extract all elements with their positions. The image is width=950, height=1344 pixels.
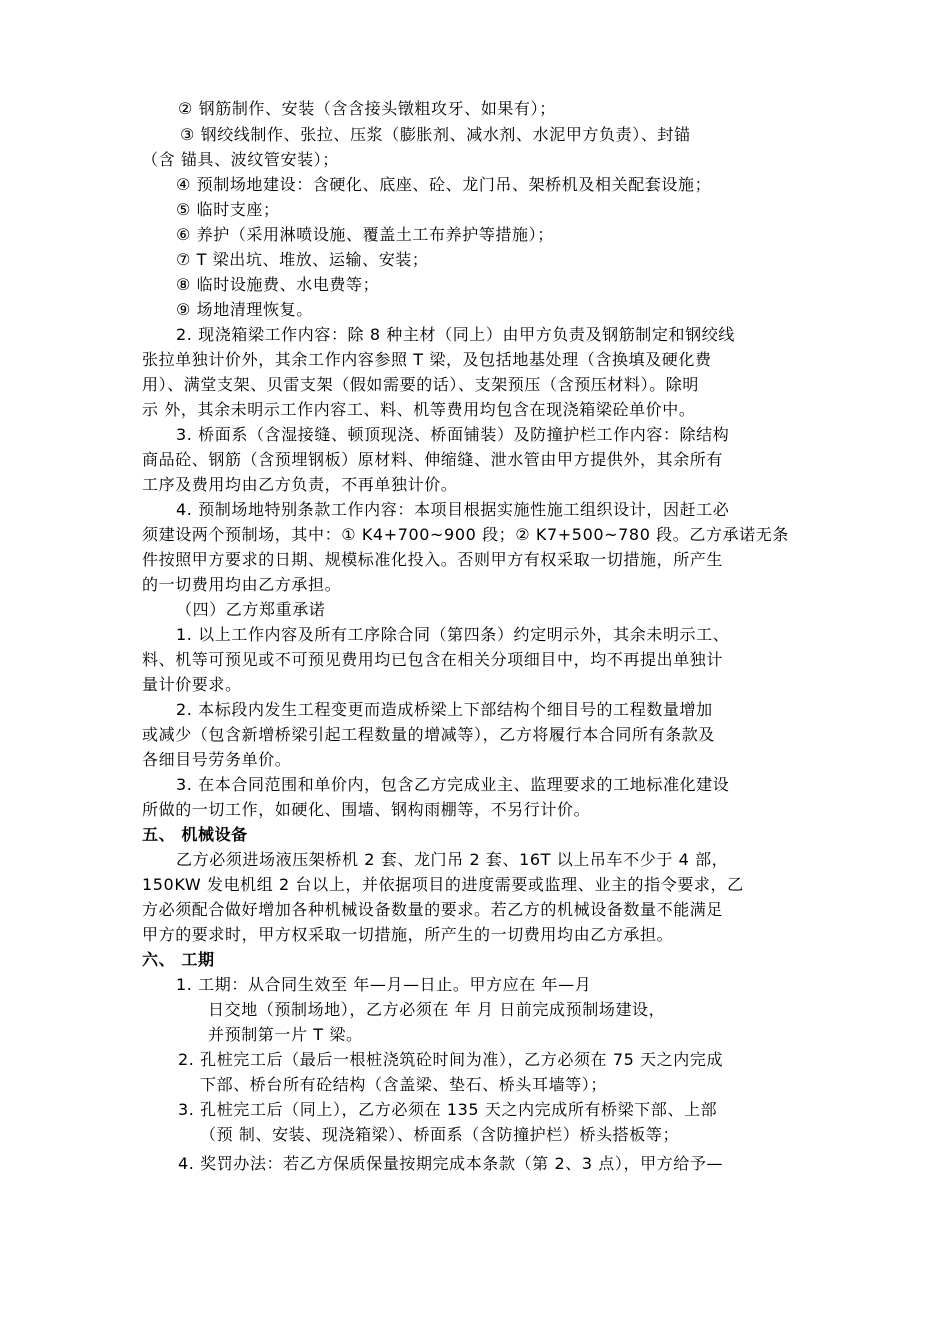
- paragraph-line: 或减少（包含新增桥梁引起工程数量的增减等），乙方将履行本合同所有条款及: [142, 725, 716, 744]
- item-cleanup: ⑨ 场地清理恢复。: [176, 300, 313, 319]
- subsection-heading: （四）乙方郑重承诺: [176, 600, 326, 619]
- paragraph-line: 量计价要求。: [142, 675, 242, 694]
- paragraph-line: 甲方的要求时，甲方权采取一切措施，所产生的一切费用均由乙方承担。: [142, 925, 674, 944]
- paragraph-line: 所做的一切工作，如硬化、围墙、钢构雨棚等，不另行计价。: [142, 800, 591, 819]
- list-item: 4. 奖罚办法：若乙方保质保量按期完成本条款（第 2、3 点），甲方给予—: [178, 1154, 724, 1173]
- list-item: 1. 工期：从合同生效至 年—月—日止。甲方应在 年—月: [176, 975, 592, 994]
- paragraph-line: 料、机等可预见或不可预见费用均已包含在相关分项细目中，均不再提出单独计: [142, 650, 724, 669]
- paragraph-line: 各细目号劳务单价。: [142, 750, 292, 769]
- list-item-cont: （预 制、安装、现浇箱梁）、桥面系（含防撞护栏）桥头搭板等；: [200, 1125, 680, 1144]
- item-bearing: ⑤ 临时支座；: [176, 200, 280, 219]
- item-strand: ③ 钢绞线制作、张拉、压浆（膨胀剂、减水剂、水泥甲方负责）、封锚: [180, 125, 691, 144]
- list-item: 2. 孔桩完工后（最后一根桩浇筑砼时间为准），乙方必须在 75 天之内完成: [178, 1050, 724, 1069]
- list-item-cont: 并预制第一片 T 梁。: [208, 1025, 363, 1044]
- item-tbeam: ⑦ T 梁出坑、堆放、运输、安装；: [176, 250, 429, 269]
- paragraph-line: 须建设两个预制场，其中：① K4+700~900 段；② K7+500~780 段。乙方承诺无条: [142, 525, 789, 544]
- paragraph-line: 示 外，其余未明示工作内容工、料、机等费用均包含在现浇箱梁砼单价中。: [142, 400, 696, 419]
- item-rebar: ② 钢筋制作、安装（含含接头镦粗攻牙、如果有）；: [178, 99, 556, 118]
- item-strand-cont: （含 锚具、波纹管安装）；: [142, 150, 339, 169]
- paragraph-line: 4. 预制场地特别条款工作内容：本项目根据实施性施工组织设计，因赶工必: [176, 500, 730, 519]
- paragraph-line: 工序及费用均由乙方负责，不再单独计价。: [142, 475, 458, 494]
- paragraph-line: 2. 现浇箱梁工作内容：除 8 种主材（同上）由甲方负责及钢筋制定和钢绞线: [176, 325, 735, 344]
- paragraph-line: 件按照甲方要求的日期、规模标准化投入。否则甲方有权采取一切措施，所产生: [142, 550, 724, 569]
- paragraph-line: 1. 以上工作内容及所有工序除合同（第四条）约定明示外，其余未明示工、: [176, 625, 730, 644]
- item-temp: ⑧ 临时设施费、水电费等；: [176, 275, 380, 294]
- list-item-cont: 日交地（预制场地），乙方必须在 年 月 日前完成预制场建设，: [208, 1000, 666, 1019]
- paragraph-line: 3. 桥面系（含湿接缝、顿顶现浇、桥面铺装）及防撞护栏工作内容：除结构: [176, 425, 730, 444]
- list-item-cont: 下部、桥台所有砼结构（含盖梁、垫石、桥头耳墙等）；: [200, 1075, 608, 1094]
- paragraph-line: 3. 在本合同范围和单价内，包含乙方完成业主、监理要求的工地标准化建设: [176, 775, 730, 794]
- paragraph-line: 用）、满堂支架、贝雷支架（假如需要的话）、支架预压（含预压材料）。除明: [142, 375, 700, 394]
- paragraph-line: 2. 本标段内发生工程变更而造成桥梁上下部结构个细目号的工程数量增加: [176, 700, 713, 719]
- item-yard: ④ 预制场地建设：含硬化、底座、砼、龙门吊、架桥机及相关配套设施；: [176, 175, 712, 194]
- paragraph-line: 乙方必须进场液压架桥机 2 套、龙门吊 2 套、16T 以上吊车不少于 4 部，: [176, 850, 729, 869]
- paragraph-line: 150KW 发电机组 2 台以上，并依据项目的进度需要或监理、业主的指令要求，乙: [142, 875, 744, 894]
- paragraph-line: 方必须配合做好增加各种机械设备数量的要求。若乙方的机械设备数量不能满足: [142, 900, 724, 919]
- item-curing: ⑥ 养护（采用淋喷设施、覆盖土工布养护等措施）；: [176, 225, 554, 244]
- list-item: 3. 孔桩完工后（同上），乙方必须在 135 天之内完成所有桥梁下部、上部: [178, 1100, 718, 1119]
- paragraph-line: 的一切费用均由乙方承担。: [142, 575, 342, 594]
- paragraph-line: 张拉单独计价外，其余工作内容参照 T 梁，及包括地基处理（含换填及硬化费: [142, 350, 712, 369]
- paragraph-line: 商品砼、钢筋（含预埋钢板）原材料、伸缩缝、泄水管由甲方提供外，其余所有: [142, 450, 724, 469]
- section-heading-machinery: 五、 机械设备: [142, 825, 248, 844]
- section-heading-schedule: 六、 工期: [142, 950, 215, 969]
